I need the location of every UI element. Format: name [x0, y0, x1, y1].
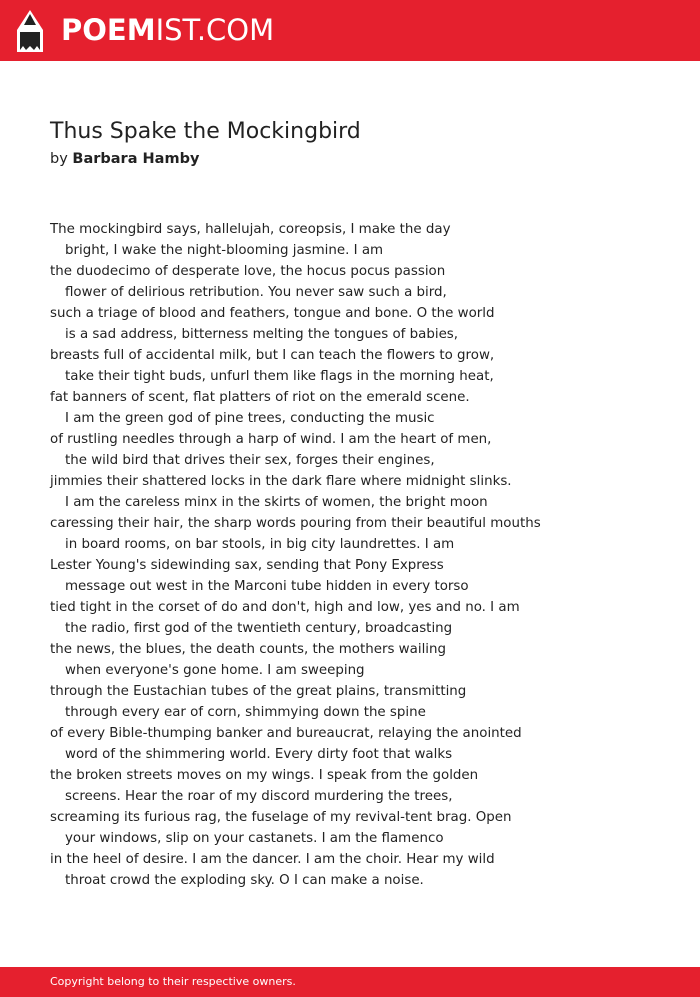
poem-line: throat crowd the exploding sky. O I can make a noise. — [65, 873, 424, 888]
poem-line: message out west in the Marconi tube hidden in every torso — [65, 579, 469, 594]
poem-line: tied tight in the corset of do and don't, high and low, yes and no. I am — [50, 600, 520, 615]
logo-bold-text: POEM — [61, 13, 156, 47]
poem-line: screens. Hear the roar of my discord murdering the trees, — [65, 789, 453, 804]
poem-line: the wild bird that drives their sex, forges their engines, — [65, 453, 435, 468]
poem-line: in the heel of desire. I am the dancer. I am the choir. Hear my wild — [50, 852, 495, 867]
site-header — [0, 0, 700, 61]
poem-line: take their tight buds, unfurl them like flags in the morning heat, — [65, 369, 494, 384]
poem-line: the broken streets moves on my wings. I speak from the golden — [50, 768, 479, 783]
site-logo[interactable] — [61, 12, 274, 48]
by-label: by — [50, 151, 68, 167]
poem-line: I am the careless minx in the skirts of women, the bright moon — [65, 495, 488, 510]
poem-line: the duodecimo of desperate love, the hocus pocus passion — [50, 264, 446, 279]
byline — [50, 149, 199, 169]
poem-line: when everyone's gone home. I am sweeping — [65, 663, 365, 678]
logo-light-text: IST.COM — [155, 13, 275, 47]
poem-line: of every Bible-thumping banker and bureaucrat, relaying the anointed — [50, 726, 522, 741]
poem-body — [50, 219, 541, 891]
poem-line: fat banners of scent, flat platters of riot on the emerald scene. — [50, 390, 470, 405]
poem-line: the news, the blues, the death counts, the mothers wailing — [50, 642, 446, 657]
poem-line: The mockingbird says, hallelujah, coreopsis, I make the day — [50, 222, 451, 237]
poem-line: through the Eustachian tubes of the great plains, transmitting — [50, 684, 467, 699]
poem-line: the radio, first god of the twentieth century, broadcasting — [65, 621, 453, 636]
poem-line: breasts full of accidental milk, but I can teach the flowers to grow, — [50, 348, 495, 363]
poem-line: your windows, slip on your castanets. I am the flamenco — [65, 831, 444, 846]
poem-line: is a sad address, bitterness melting the tongues of babies, — [65, 327, 459, 342]
poem-line: Lester Young's sidewinding sax, sending that Pony Express — [50, 558, 444, 573]
author-name: Barbara Hamby — [72, 151, 200, 167]
pencil-icon — [17, 10, 43, 52]
poem-line: through every ear of corn, shimmying down the spine — [65, 705, 426, 720]
poem-line: of rustling needles through a harp of wind. I am the heart of men, — [50, 432, 492, 447]
poem-line: screaming its furious rag, the fuselage of my revival-tent brag. Open — [50, 810, 512, 825]
poem-line: in board rooms, on bar stools, in big city laundrettes. I am — [65, 537, 455, 552]
poem-line: word of the shimmering world. Every dirty foot that walks — [65, 747, 453, 762]
copyright-notice: Copyright belong to their respective owners. — [50, 975, 296, 988]
poem-title: Thus Spake the Mockingbird — [50, 119, 361, 144]
poem-line: bright, I wake the night-blooming jasmine. I am — [65, 243, 384, 258]
poem-line: I am the green god of pine trees, conducting the music — [65, 411, 435, 426]
poem-line: caressing their hair, the sharp words pouring from their beautiful mouths — [50, 516, 541, 531]
poem-line: flower of delirious retribution. You never saw such a bird, — [65, 285, 447, 300]
poem-line: jimmies their shattered locks in the dark flare where midnight slinks. — [50, 474, 512, 489]
site-footer — [0, 967, 700, 997]
poem-line: such a triage of blood and feathers, tongue and bone. O the world — [50, 306, 495, 321]
